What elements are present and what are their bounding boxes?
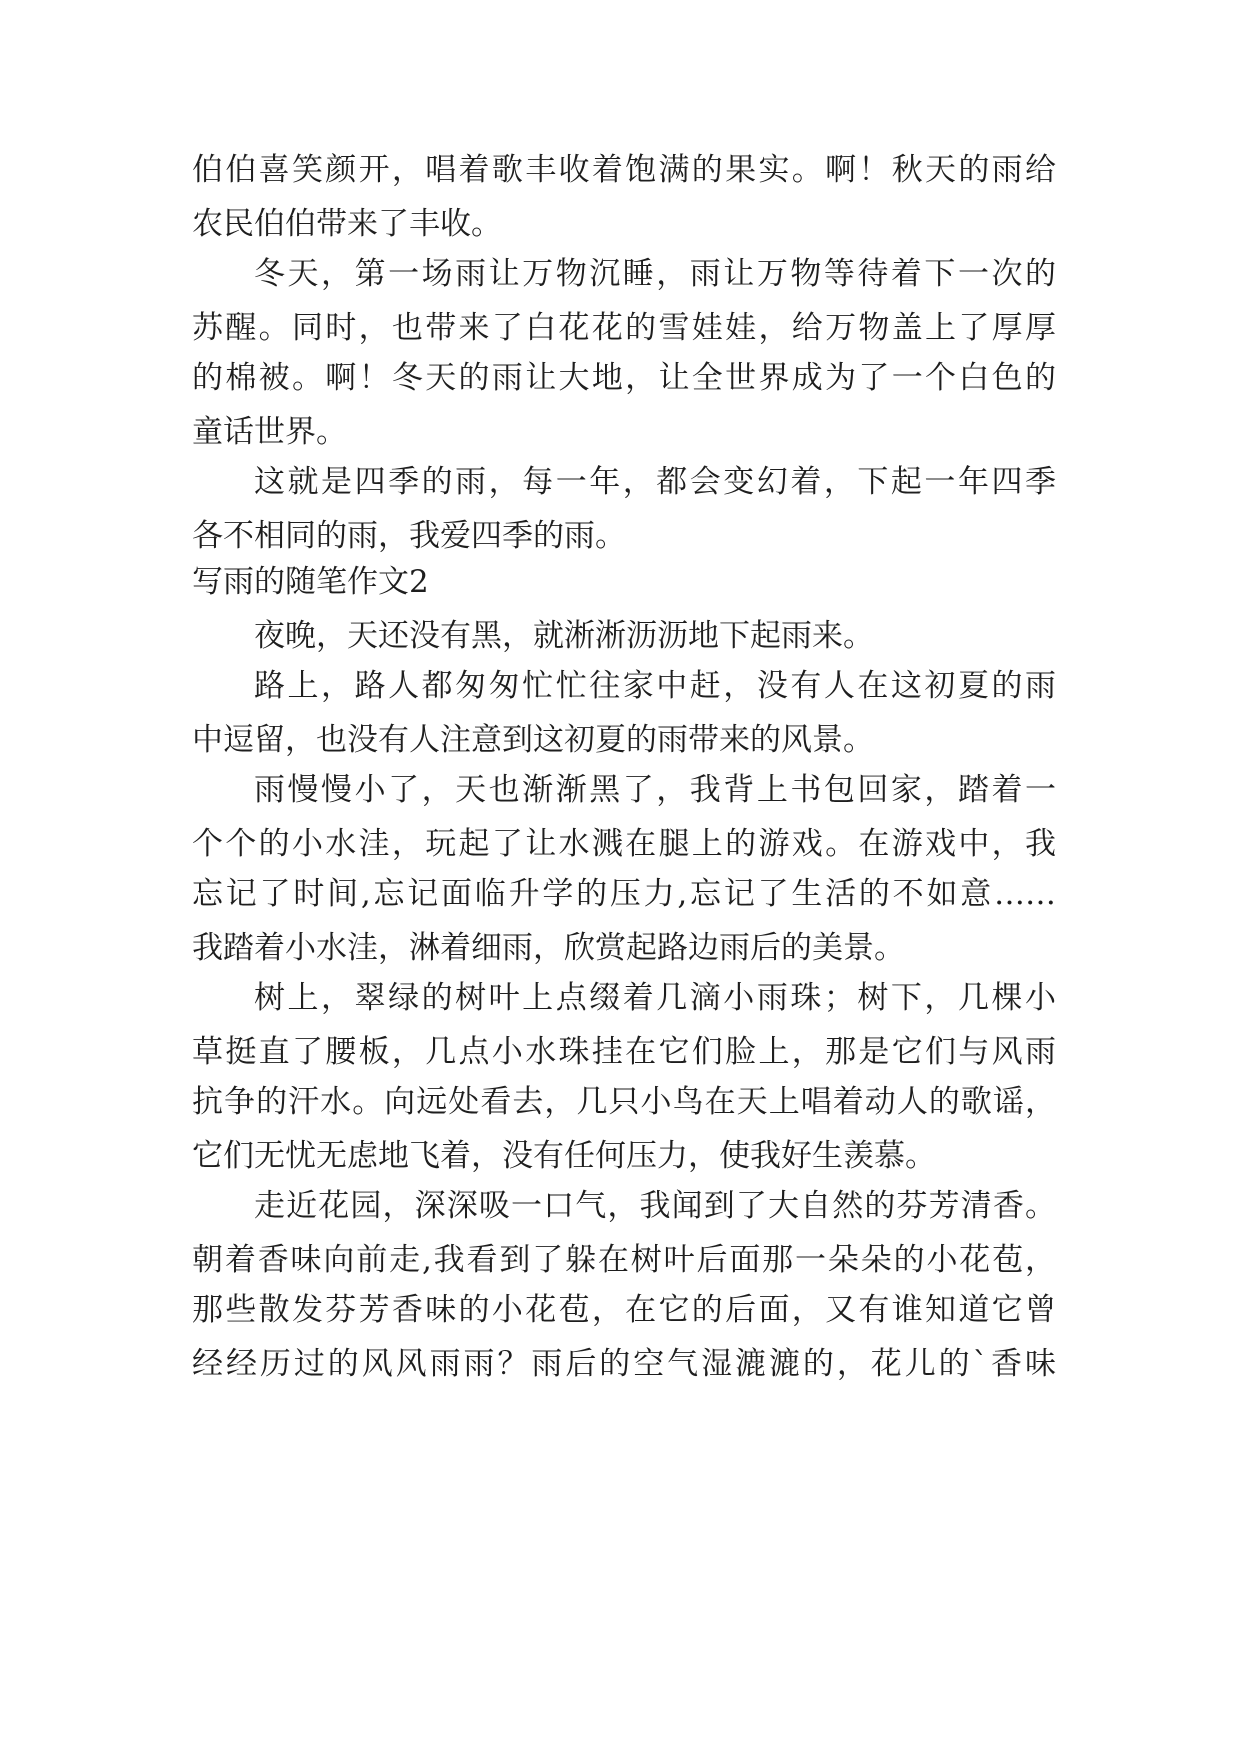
text-line: 经经历过的风风雨雨？雨后的空气湿漉漉的，花儿的`香味 xyxy=(192,1346,1056,1382)
paragraph-start-line: 这就是四季的雨，每一年，都会变幻着，下起一年四季 xyxy=(254,464,1056,500)
text-line: 草挺直了腰板，几点小水珠挂在它们脸上，那是它们与风雨 xyxy=(192,1034,1056,1070)
paragraph-start-line: 雨慢慢小了，天也渐渐黑了，我背上书包回家，踏着一 xyxy=(254,772,1056,808)
paragraph-start-line: 路上，路人都匆匆忙忙往家中赶，没有人在这初夏的雨 xyxy=(254,668,1056,704)
section-heading: 写雨的随笔作文2 xyxy=(192,564,429,600)
text-line: 个个的小水洼，玩起了让水溅在腿上的游戏。在游戏中，我 xyxy=(192,826,1056,862)
paragraph-start-line: 冬天，第一场雨让万物沉睡，雨让万物等待着下一次的 xyxy=(254,256,1056,292)
text-line: 各不相同的雨，我爱四季的雨。 xyxy=(192,518,626,554)
paragraph-start-line: 树上，翠绿的树叶上点缀着几滴小雨珠；树下，几棵小 xyxy=(254,980,1056,1016)
text-line: 苏醒。同时，也带来了白花花的雪娃娃，给万物盖上了厚厚 xyxy=(192,310,1056,346)
text-line: 农民伯伯带来了丰收。 xyxy=(192,206,502,242)
text-line: 童话世界。 xyxy=(192,414,347,450)
text-line: 中逗留，也没有人注意到这初夏的雨带来的风景。 xyxy=(192,722,874,758)
text-line: 朝着香味向前走,我看到了躲在树叶后面那一朵朵的小花苞， xyxy=(192,1242,1056,1278)
text-line: 伯伯喜笑颜开，唱着歌丰收着饱满的果实。啊！秋天的雨给 xyxy=(192,152,1056,188)
text-line: 它们无忧无虑地飞着，没有任何压力，使我好生羡慕。 xyxy=(192,1138,936,1174)
text-line: 的棉被。啊！冬天的雨让大地，让全世界成为了一个白色的 xyxy=(192,360,1056,396)
paragraph-start-line: 夜晚，天还没有黑，就淅淅沥沥地下起雨来。 xyxy=(254,618,874,654)
paragraph-start-line: 走近花园，深深吸一口气，我闻到了大自然的芬芳清香。 xyxy=(254,1188,1056,1224)
text-line: 抗争的汗水。向远处看去，几只小鸟在天上唱着动人的歌谣， xyxy=(192,1084,1056,1120)
text-line: 忘记了时间,忘记面临升学的压力,忘记了生活的不如意…… xyxy=(192,876,1056,912)
text-line: 那些散发芬芳香味的小花苞，在它的后面，又有谁知道它曾 xyxy=(192,1292,1056,1328)
text-line: 我踏着小水洼，淋着细雨，欣赏起路边雨后的美景。 xyxy=(192,930,905,966)
